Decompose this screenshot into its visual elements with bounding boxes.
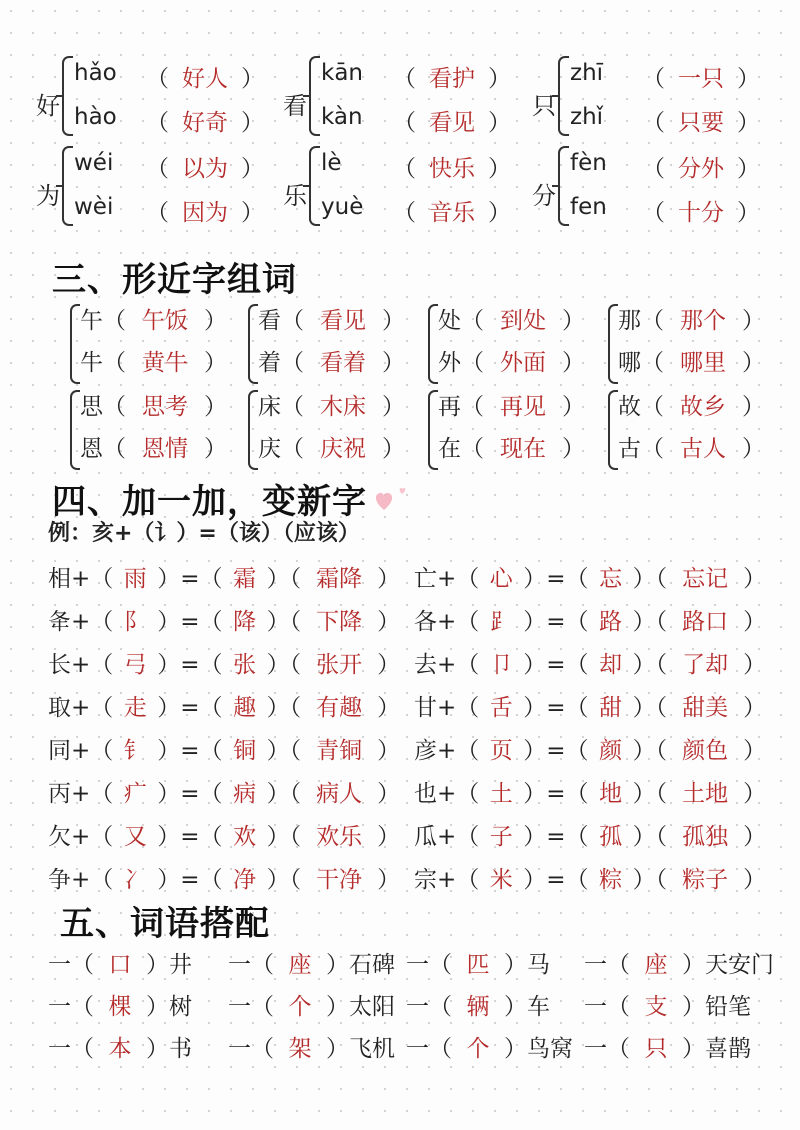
pinyin: zhī (570, 60, 604, 86)
answer-word: 青铜 (316, 738, 363, 764)
answer-word: 故乡 (680, 394, 726, 420)
answer-part: 页 (489, 738, 513, 764)
brace-icon (70, 304, 80, 384)
similar-char: 思 (80, 394, 103, 420)
brace-icon (608, 304, 618, 384)
similar-row: 外（ 外面 ） (438, 344, 585, 377)
noun: 马 (527, 952, 550, 978)
add-row: 彦+（ 页 ）=（ 颜 ）（ 颜色 ） (414, 732, 766, 765)
answer-char: 甜 (599, 695, 623, 721)
similar-char: 庆 (258, 436, 281, 462)
answer-char: 张 (233, 652, 257, 678)
similar-row: 看（ 看见 ） (258, 302, 405, 335)
add-row: 夅+（ 阝 ）=（ 降 ）（ 下降 ） (48, 603, 400, 636)
answer-word: 看着 (320, 350, 366, 376)
answer-word: 孤独 (682, 824, 729, 850)
brace-icon (428, 390, 438, 470)
measure-word-item: 一（ 口 ）井 (48, 946, 192, 979)
polyphonic-char: 看 (283, 92, 307, 120)
add-row: 甘+（ 舌 ）=（ 甜 ）（ 甜美 ） (414, 689, 766, 722)
base-char: 夅 (48, 609, 71, 635)
similar-char: 午 (80, 308, 103, 334)
section-title-matching: 五、词语搭配 (60, 904, 270, 944)
answer-measure-word: 个 (466, 1036, 490, 1062)
base-char: 丙 (48, 781, 71, 807)
measure-word-item: 一（ 本 ）书 (48, 1030, 192, 1063)
pinyin: hào (74, 104, 117, 130)
similar-row: 在（ 现在 ） (438, 430, 585, 463)
answer-word: 恩情 (142, 436, 188, 462)
similar-row: 那（ 那个 ） (618, 302, 765, 335)
add-row: 也+（ 土 ）=（ 地 ）（ 土地 ） (414, 775, 766, 808)
answer-word: 因为 (182, 200, 228, 226)
similar-char: 故 (618, 394, 641, 420)
answer-char: 却 (599, 652, 623, 678)
polyphonic-char: 为 (36, 182, 60, 210)
answer-part: 米 (489, 867, 513, 893)
heart-icon (372, 484, 412, 516)
similar-char: 再 (438, 394, 461, 420)
answer-char: 孤 (599, 824, 623, 850)
brace-icon (608, 390, 618, 470)
noun: 石碑 (349, 952, 395, 978)
measure-word-item: 一（ 个 ）太阳 (228, 988, 395, 1021)
answer-word: 病人 (316, 781, 363, 807)
similar-char: 那 (618, 308, 641, 334)
answer-word: 看护 (429, 66, 475, 92)
answer-part: 阝 (123, 609, 147, 635)
brace-icon (558, 146, 569, 226)
answer-char: 霜 (233, 566, 257, 592)
noun: 鸟窝 (527, 1036, 573, 1062)
polyphonic-group (532, 56, 772, 148)
base-char: 瓜 (414, 824, 437, 850)
brace-icon (309, 146, 320, 226)
answer-word: 以为 (182, 156, 228, 182)
answer-measure-word: 个 (288, 994, 312, 1020)
pinyin: wéi (74, 150, 114, 176)
word-blank: （ 快乐 ） (393, 150, 511, 183)
answer-word: 哪里 (680, 350, 726, 376)
similar-char: 外 (438, 350, 461, 376)
answer-part: 心 (489, 566, 513, 592)
add-row: 长+（ 弓 ）=（ 张 ）（ 张开 ） (48, 646, 400, 679)
similar-row: 床（ 木床 ） (258, 388, 405, 421)
answer-measure-word: 支 (644, 994, 668, 1020)
pinyin: kān (321, 60, 363, 86)
polyphonic-group (36, 146, 276, 238)
answer-word: 快乐 (429, 156, 475, 182)
measure-word-item: 一（ 架 ）飞机 (228, 1030, 395, 1063)
answer-part: 走 (123, 695, 147, 721)
answer-char: 地 (599, 781, 623, 807)
answer-char: 铜 (233, 738, 257, 764)
similar-row: 庆（ 庆祝 ） (258, 430, 405, 463)
answer-word: 一只 (678, 66, 724, 92)
similar-group (608, 298, 788, 388)
add-row: 宗+（ 米 ）=（ 粽 ）（ 粽子 ） (414, 861, 766, 894)
polyphonic-char: 乐 (283, 182, 307, 210)
polyphonic-char: 只 (532, 92, 556, 120)
polyphonic-group (532, 146, 772, 238)
pinyin: zhǐ (570, 104, 604, 130)
base-char: 欠 (48, 824, 71, 850)
similar-group (248, 298, 428, 388)
answer-measure-word: 座 (644, 952, 668, 978)
brace-icon (62, 146, 73, 226)
answer-measure-word: 座 (288, 952, 312, 978)
pinyin: kàn (321, 104, 363, 130)
answer-word: 看见 (429, 110, 475, 136)
answer-word: 外面 (500, 350, 546, 376)
pinyin: lè (321, 150, 342, 176)
base-char: 相 (48, 566, 71, 592)
brace-icon (248, 390, 258, 470)
similar-group (428, 298, 608, 388)
noun: 井 (169, 952, 192, 978)
word-blank: （ 好人 ） (146, 60, 264, 93)
brace-icon (309, 56, 320, 136)
measure-word-item: 一（ 匹 ）马 (406, 946, 550, 979)
polyphonic-group (36, 56, 276, 148)
base-char: 宗 (414, 867, 437, 893)
answer-word: 路口 (682, 609, 729, 635)
add-row: 去+（ 卩 ）=（ 却 ）（ 了却 ） (414, 646, 766, 679)
word-blank: （ 好奇 ） (146, 104, 264, 137)
answer-word: 音乐 (429, 200, 475, 226)
answer-word: 看见 (320, 308, 366, 334)
similar-char: 处 (438, 308, 461, 334)
answer-part: 又 (123, 824, 147, 850)
pinyin: fen (570, 194, 607, 220)
answer-measure-word: 本 (108, 1036, 132, 1062)
answer-word: 霜降 (316, 566, 363, 592)
answer-measure-word: 匹 (466, 952, 490, 978)
polyphonic-char: 好 (36, 92, 60, 120)
answer-word: 张开 (316, 652, 363, 678)
answer-char: 净 (233, 867, 257, 893)
measure-word-item: 一（ 座 ）石碑 (228, 946, 395, 979)
answer-char: 路 (599, 609, 623, 635)
measure-word-item: 一（ 座 ）天安门 (584, 946, 774, 979)
similar-char: 着 (258, 350, 281, 376)
answer-word: 土地 (682, 781, 729, 807)
noun: 飞机 (349, 1036, 395, 1062)
noun: 车 (527, 994, 550, 1020)
similar-char: 哪 (618, 350, 641, 376)
answer-word: 颜色 (682, 738, 729, 764)
answer-char: 粽 (599, 867, 623, 893)
answer-part: 疒 (123, 781, 147, 807)
similar-char: 古 (618, 436, 641, 462)
example-line: 例：亥+（讠）=（该）（应该） (48, 521, 360, 546)
answer-part: 雨 (123, 566, 147, 592)
measure-word-item: 一（ 辆 ）车 (406, 988, 550, 1021)
answer-word: 思考 (142, 394, 188, 420)
base-char: 争 (48, 867, 71, 893)
measure-word-item: 一（ 只 ）喜鹊 (584, 1030, 751, 1063)
section-title-similar-chars: 三、形近字组词 (52, 260, 297, 300)
similar-row: 牛（ 黄牛 ） (80, 344, 227, 377)
answer-word: 好奇 (182, 110, 228, 136)
answer-part: 冫 (123, 867, 147, 893)
similar-row: 思（ 思考 ） (80, 388, 227, 421)
pinyin: fèn (570, 150, 607, 176)
answer-measure-word: 口 (108, 952, 132, 978)
noun: 树 (169, 994, 192, 1020)
similar-row: 着（ 看着 ） (258, 344, 405, 377)
add-row: 同+（ 钅 ）=（ 铜 ）（ 青铜 ） (48, 732, 400, 765)
brace-icon (558, 56, 569, 136)
base-char: 各 (414, 609, 437, 635)
noun: 书 (169, 1036, 192, 1062)
answer-char: 降 (233, 609, 257, 635)
answer-word: 黄牛 (142, 350, 188, 376)
answer-part: 子 (489, 824, 513, 850)
add-row: 亡+（ 心 ）=（ 忘 ）（ 忘记 ） (414, 560, 766, 593)
answer-word: 甜美 (682, 695, 729, 721)
similar-group (428, 384, 608, 474)
base-char: 彦 (414, 738, 437, 764)
add-row: 相+（ 雨 ）=（ 霜 ）（ 霜降 ） (48, 560, 400, 593)
word-blank: （ 看护 ） (393, 60, 511, 93)
word-blank: （ 十分 ） (642, 194, 760, 227)
base-char: 长 (48, 652, 71, 678)
brace-icon (62, 56, 73, 136)
answer-part: 舌 (489, 695, 513, 721)
answer-char: 欢 (233, 824, 257, 850)
similar-group (70, 384, 250, 474)
answer-char: 忘 (599, 566, 623, 592)
answer-measure-word: 辆 (466, 994, 490, 1020)
word-blank: （ 只要 ） (642, 104, 760, 137)
base-char: 去 (414, 652, 437, 678)
answer-measure-word: 棵 (108, 994, 132, 1020)
answer-word: 忘记 (682, 566, 729, 592)
answer-word: 欢乐 (316, 824, 363, 850)
answer-char: 颜 (599, 738, 623, 764)
answer-measure-word: 架 (288, 1036, 312, 1062)
similar-group (248, 384, 428, 474)
similar-row: 故（ 故乡 ） (618, 388, 765, 421)
answer-word: 有趣 (316, 695, 363, 721)
base-char: 取 (48, 695, 71, 721)
similar-row: 午（ 午饭 ） (80, 302, 227, 335)
answer-word: 古人 (680, 436, 726, 462)
answer-char: 趣 (233, 695, 257, 721)
section-title-add: 四、加一加，变新字 (52, 482, 367, 522)
similar-row: 哪（ 哪里 ） (618, 344, 765, 377)
answer-word: 十分 (678, 200, 724, 226)
answer-word: 只要 (678, 110, 724, 136)
similar-row: 恩（ 恩情 ） (80, 430, 227, 463)
base-char: 亡 (414, 566, 437, 592)
similar-char: 在 (438, 436, 461, 462)
answer-word: 到处 (500, 308, 546, 334)
brace-icon (428, 304, 438, 384)
pinyin: yuè (321, 194, 364, 220)
noun: 喜鹊 (705, 1036, 751, 1062)
add-row: 丙+（ 疒 ）=（ 病 ）（ 病人 ） (48, 775, 400, 808)
add-row: 争+（ 冫 ）=（ 净 ）（ 干净 ） (48, 861, 400, 894)
answer-word: 木床 (320, 394, 366, 420)
similar-row: 古（ 古人 ） (618, 430, 765, 463)
similar-row: 处（ 到处 ） (438, 302, 585, 335)
answer-part: ⻊ (489, 609, 513, 635)
pinyin: hǎo (74, 60, 117, 86)
answer-part: 卩 (489, 652, 513, 678)
answer-word: 分外 (678, 156, 724, 182)
similar-group (608, 384, 788, 474)
answer-word: 了却 (682, 652, 729, 678)
similar-char: 看 (258, 308, 281, 334)
brace-icon (70, 390, 80, 470)
add-row: 取+（ 走 ）=（ 趣 ）（ 有趣 ） (48, 689, 400, 722)
answer-word: 那个 (680, 308, 726, 334)
base-char: 也 (414, 781, 437, 807)
measure-word-item: 一（ 个 ）鸟窝 (406, 1030, 573, 1063)
measure-word-item: 一（ 棵 ）树 (48, 988, 192, 1021)
answer-char: 病 (233, 781, 257, 807)
measure-word-item: 一（ 支 ）铅笔 (584, 988, 751, 1021)
answer-word: 再见 (500, 394, 546, 420)
noun: 铅笔 (705, 994, 751, 1020)
add-row: 瓜+（ 子 ）=（ 孤 ）（ 孤独 ） (414, 818, 766, 851)
word-blank: （ 分外 ） (642, 150, 760, 183)
base-char: 同 (48, 738, 71, 764)
word-blank: （ 以为 ） (146, 150, 264, 183)
answer-part: 弓 (123, 652, 147, 678)
noun: 天安门 (705, 952, 774, 978)
pinyin: wèi (74, 194, 114, 220)
answer-word: 好人 (182, 66, 228, 92)
answer-part: 钅 (123, 738, 147, 764)
word-blank: （ 看见 ） (393, 104, 511, 137)
noun: 太阳 (349, 994, 395, 1020)
similar-row: 再（ 再见 ） (438, 388, 585, 421)
polyphonic-group (283, 56, 523, 148)
answer-measure-word: 只 (644, 1036, 668, 1062)
answer-word: 现在 (500, 436, 546, 462)
add-row: 各+（ ⻊ ）=（ 路 ）（ 路口 ） (414, 603, 766, 636)
similar-char: 恩 (80, 436, 103, 462)
word-blank: （ 因为 ） (146, 194, 264, 227)
answer-word: 庆祝 (320, 436, 366, 462)
add-row: 欠+（ 又 ）=（ 欢 ）（ 欢乐 ） (48, 818, 400, 851)
polyphonic-char: 分 (532, 182, 556, 210)
answer-word: 下降 (316, 609, 363, 635)
answer-word: 午饭 (142, 308, 188, 334)
brace-icon (248, 304, 258, 384)
similar-char: 牛 (80, 350, 103, 376)
answer-part: 土 (489, 781, 513, 807)
base-char: 甘 (414, 695, 437, 721)
word-blank: （ 一只 ） (642, 60, 760, 93)
answer-word: 粽子 (682, 867, 729, 893)
answer-word: 干净 (316, 867, 363, 893)
similar-char: 床 (258, 394, 281, 420)
word-blank: （ 音乐 ） (393, 194, 511, 227)
similar-group (70, 298, 250, 388)
polyphonic-group (283, 146, 523, 238)
